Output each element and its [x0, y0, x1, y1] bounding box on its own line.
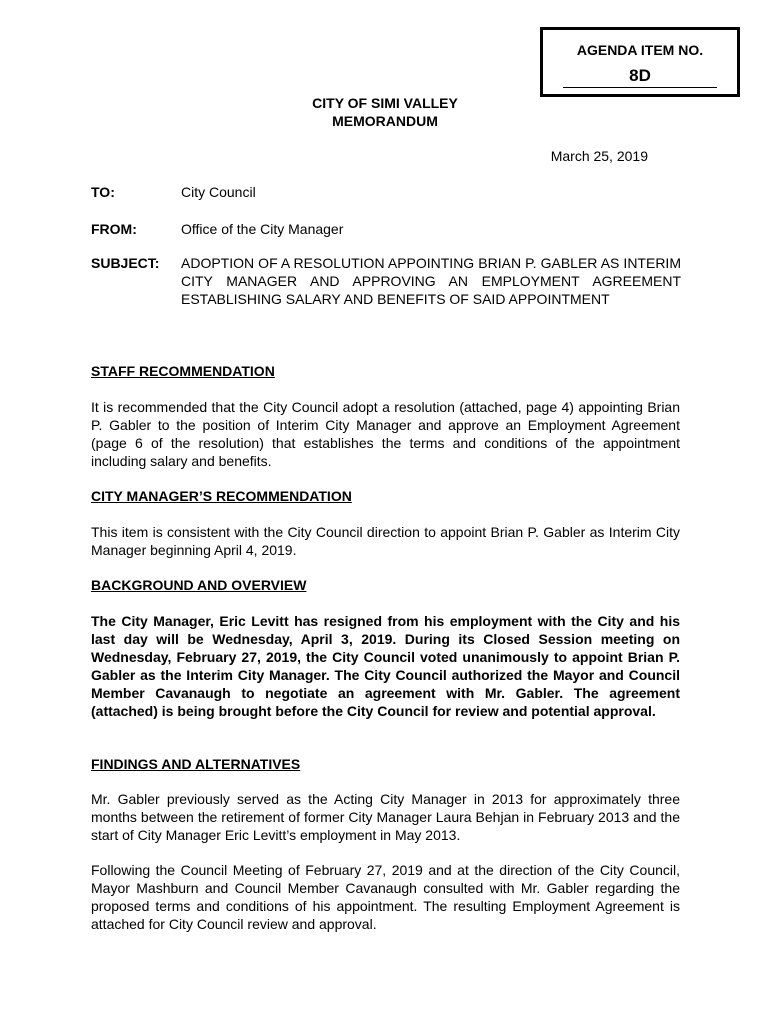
staff-recommendation-heading: STAFF RECOMMENDATION [91, 363, 275, 379]
subject-value: ADOPTION OF A RESOLUTION APPOINTING BRIAN P. GABLER AS INTERIM CITY MANAGER AND APPROVING AN EMPLOYMENT AGREEMENT ESTABLISHING SALARY AND BENEFITS OF SAID APPOINTMENT [181, 255, 681, 307]
org-title: CITY OF SIMI VALLEY [312, 95, 458, 111]
to-value: City Council [181, 184, 256, 200]
memo-date: March 25, 2019 [550, 148, 648, 164]
from-value: Office of the City Manager [181, 221, 344, 237]
agenda-item-label: AGENDA ITEM NO. [576, 42, 704, 58]
from-label: FROM: [91, 221, 137, 237]
findings-text-1: Mr. Gabler previously served as the Acting City Manager in 2013 for approximately three months between the retirement of former City Manager Laura Behjan in February 2013 and the start of City Manager Eric Levitt’s employment in May 2013. [91, 791, 680, 843]
agenda-item-number: 8D [563, 66, 717, 88]
findings-heading: FINDINGS AND ALTERNATIVES [91, 756, 301, 772]
background-heading: BACKGROUND AND OVERVIEW [91, 577, 307, 593]
findings-text-2: Following the Council Meeting of February 27, 2019 and at the direction of the City Council, Mayor Mashburn and Council Member Cavanaugh consulted with Mr. Gabler regarding the proposed terms and conditions of his appointment. The resulting Employment Agreement is attached for City Council review and approval. [91, 862, 680, 932]
background-text: The City Manager, Eric Levitt has resigned from his employment with the City and his last day will be Wednesday, April 3, 2019. During its Closed Session meeting on Wednesday, February 27, 2019, the City Council voted unanimously to appoint Brian P. Gabler as the Interim City Manager. The City Council authorized the Mayor and Council Member Cavanaugh to negotiate an agreement with Mr. Gabler. The agreement (attached) is being brought before the City Council for review and potential approval. [91, 613, 680, 719]
to-label: TO: [91, 184, 115, 200]
city-manager-recommendation-text: This item is consistent with the City Council direction to appoint Brian P. Gabler as Interim City Manager beginning April 4, 2019. [91, 524, 680, 558]
subject-label: SUBJECT: [91, 255, 160, 271]
agenda-item-box [540, 27, 740, 97]
staff-recommendation-text: It is recommended that the City Council adopt a resolution (attached, page 4) appointing Brian P. Gabler to the position of Interim City Manager and approve an Employment Agreement (page 6 of the resolution) that establishes the terms and conditions of the appointment including salary and benefits. [91, 399, 680, 469]
city-manager-recommendation-heading: CITY MANAGER’S RECOMMENDATION [91, 488, 352, 504]
memo-type: MEMORANDUM [332, 113, 438, 129]
